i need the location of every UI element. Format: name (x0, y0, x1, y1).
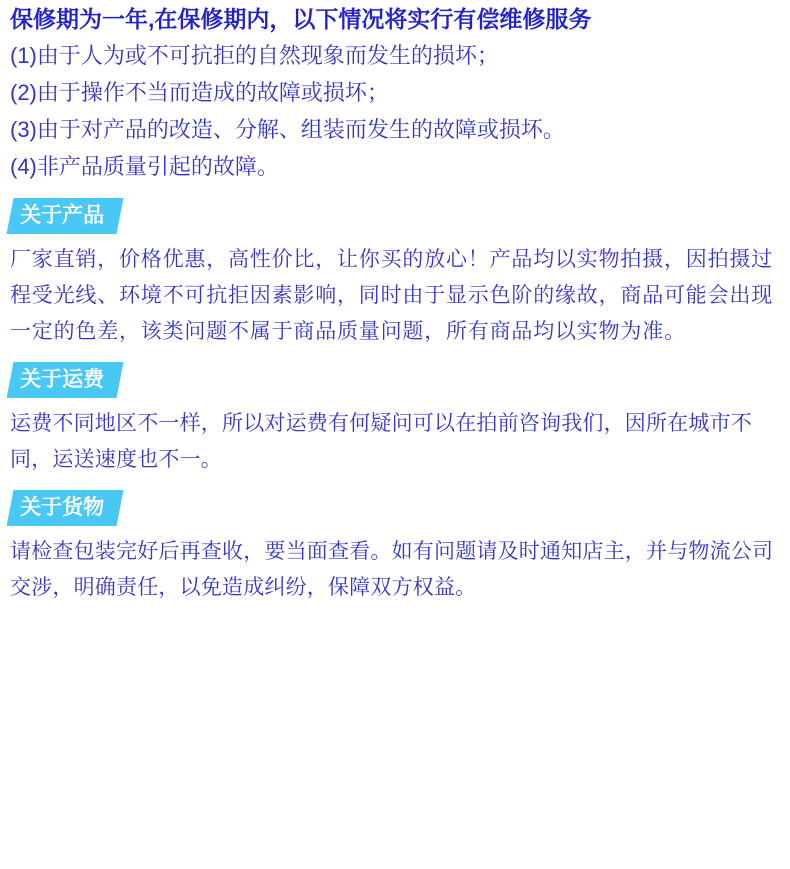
list-item: (3)由于对产品的改造、分解、组装而发生的故障或损坏。 (10, 116, 565, 142)
list-item: (2)由于操作不当而造成的故障或损坏； (10, 79, 389, 105)
about-goods-text: 请检查包装完好后再查收，要当面查看。如有问题请及时通知店主，并与物流公司交涉，明确责任，以免造成纠纷，保障双方权益。 (10, 540, 774, 600)
section-tag-label: 关于运费 (20, 367, 105, 391)
tag-about-product (10, 198, 120, 234)
tag-about-goods (10, 490, 120, 526)
about-product-text: 厂家直销，价格优惠，高性价比，让你买的放心！产品均以实物拍摄，因拍摄过程受光线、环境不可抗拒因素影响，同时由于显示色阶的缘故，商品可能会出现一定的色差，该类问题不属于商品质量问题，所有商品均以实物为准。 (10, 247, 773, 343)
about-shipping-text: 运费不同地区不一样，所以对运费有何疑问可以在拍前咨询我们，因所在城市不同，运送速度也不一。 (10, 411, 752, 472)
section-tag-label: 关于产品 (20, 203, 105, 227)
page-title: 保修期为一年,在保修期内，以下情况将实行有偿维修服务 (10, 6, 592, 32)
section-about-product (10, 192, 780, 350)
section-about-shipping (10, 356, 780, 478)
list-item: (4)非产品质量引起的故障。 (10, 153, 279, 179)
section-tag-badge (7, 362, 124, 398)
tag-about-shipping (10, 362, 120, 398)
section-tag-badge (7, 490, 124, 526)
section-about-goods (10, 484, 780, 606)
list-item: (1)由于人为或不可抗拒的自然现象而发生的损坏； (10, 42, 499, 68)
section-tag-badge (7, 198, 124, 234)
section-tag-label: 关于货物 (20, 496, 105, 520)
warranty-conditions-list (10, 38, 780, 186)
